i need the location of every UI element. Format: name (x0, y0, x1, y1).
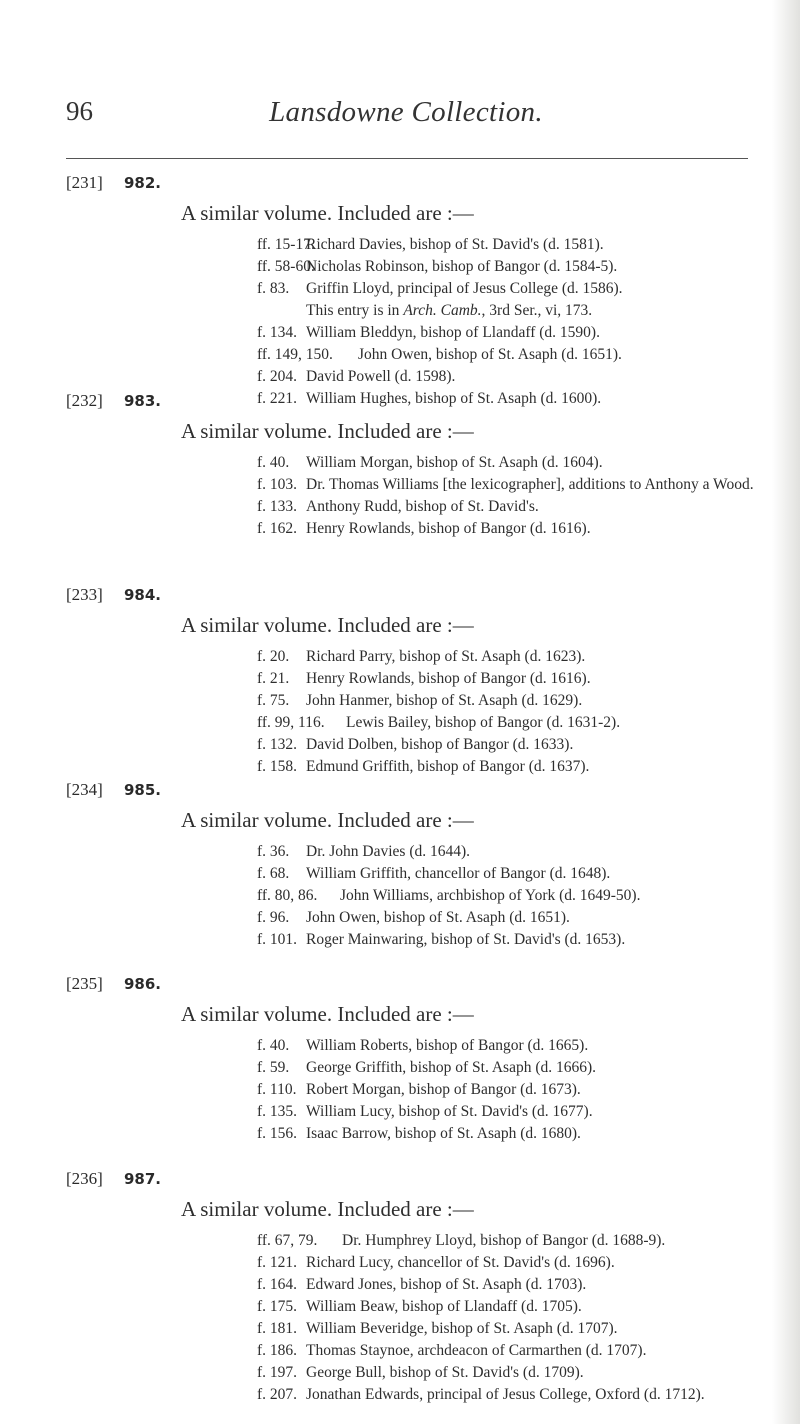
list-item (257, 234, 766, 256)
folio-ref: f. 121. (257, 1254, 298, 1271)
entry-number: 985. (124, 781, 162, 799)
page-header (66, 96, 746, 156)
list-item (257, 344, 766, 366)
folio-ref: f. 59. (257, 1059, 290, 1076)
folio-ref: f. 204. (257, 368, 298, 385)
entry-intro: A similar volume. Included are :— (181, 201, 474, 225)
entry-intro: A similar volume. Included are :— (181, 1197, 474, 1221)
folio-ref: f. 110. (257, 1081, 297, 1098)
entry-heading (66, 168, 766, 198)
entry-items (66, 1230, 766, 1406)
list-item (257, 1035, 766, 1057)
entry-number: 984. (124, 586, 162, 604)
entry-items (66, 841, 766, 951)
entry-intro: A similar volume. Included are :— (181, 419, 474, 443)
folio-ref: ff. 80, 86. (257, 887, 318, 904)
list-item (257, 452, 766, 474)
item-description: George Bull, bishop of St. David's (d. 1709). (306, 1364, 584, 1381)
list-item (257, 646, 766, 668)
folio-ref: ff. 67, 79. (257, 1232, 318, 1249)
note-citation: Arch. Camb. (403, 302, 482, 319)
item-description: George Griffith, bishop of St. Asaph (d. 1666). (306, 1059, 597, 1076)
item-description: John Williams, archbishop of York (d. 1649-50). (340, 887, 641, 904)
item-description: Dr. Thomas Williams [the lexicographer], additions to Anthony a Wood. (306, 476, 754, 493)
folio-ref: f. 158. (257, 758, 298, 775)
item-description: William Morgan, bishop of St. Asaph (d. 1604). (306, 454, 603, 471)
list-item (257, 668, 766, 690)
list-item (257, 1079, 766, 1101)
folio-ref: ff. 149, 150. (257, 346, 333, 363)
entry-bracket-number: [232] (66, 391, 103, 410)
folio-ref: f. 83. (257, 280, 290, 297)
catalogue-entry (66, 386, 766, 580)
folio-ref: f. 40. (257, 454, 290, 471)
item-description: Dr. John Davies (d. 1644). (306, 843, 471, 860)
list-item (257, 907, 766, 929)
folio-ref: f. 96. (257, 909, 290, 926)
folio-ref: f. 164. (257, 1276, 298, 1293)
list-item (257, 1362, 766, 1384)
folio-ref: f. 40. (257, 1037, 290, 1054)
entry-number: 982. (124, 174, 162, 192)
item-description: William Griffith, chancellor of Bangor (d. 1648). (306, 865, 611, 882)
entry-number: 983. (124, 392, 162, 410)
item-description: William Lucy, bishop of St. David's (d. 1677). (306, 1103, 593, 1120)
entry-heading (66, 1164, 766, 1194)
item-description: William Roberts, bishop of Bangor (d. 1665). (306, 1037, 589, 1054)
folio-ref: ff. 99, 116. (257, 714, 325, 731)
header-rule (66, 158, 748, 159)
item-description: Lewis Bailey, bishop of Bangor (d. 1631-2). (346, 714, 621, 731)
folio-ref: f. 186. (257, 1342, 298, 1359)
item-description: William Bleddyn, bishop of Llandaff (d. 1590). (306, 324, 600, 341)
folio-ref: f. 197. (257, 1364, 298, 1381)
item-description: Dr. Humphrey Lloyd, bishop of Bangor (d. 1688-9). (342, 1232, 666, 1249)
folio-ref: f. 162. (257, 520, 298, 537)
entry-items (66, 452, 766, 540)
item-description: John Owen, bishop of St. Asaph (d. 1651). (358, 346, 622, 363)
page-number: 96 (66, 96, 93, 126)
list-item (257, 1384, 766, 1406)
folio-ref: f. 221. (257, 390, 298, 407)
list-item (257, 518, 766, 540)
item-description: Nicholas Robinson, bishop of Bangor (d. 1584-5). (306, 258, 618, 275)
entry-intro: A similar volume. Included are :— (181, 1002, 474, 1026)
list-item (257, 366, 766, 388)
item-description: Isaac Barrow, bishop of St. Asaph (d. 1680). (306, 1125, 581, 1142)
item-description: Henry Rowlands, bishop of Bangor (d. 1616). (306, 520, 591, 537)
note-text: This entry is in (306, 302, 404, 319)
folio-ref: f. 103. (257, 476, 298, 493)
list-item (257, 256, 766, 278)
item-description: Roger Mainwaring, bishop of St. David's (d. 1653). (306, 931, 626, 948)
folio-ref: f. 181. (257, 1320, 298, 1337)
catalogue-entry (66, 775, 766, 969)
list-item (257, 1057, 766, 1079)
catalogue-entry (66, 1164, 766, 1406)
folio-ref: ff. 58-60. (257, 258, 315, 275)
entry-heading (66, 775, 766, 805)
list-item (257, 885, 766, 907)
item-description: Robert Morgan, bishop of Bangor (d. 1673). (306, 1081, 581, 1098)
entry-bracket-number: [231] (66, 173, 103, 192)
folio-ref: f. 36. (257, 843, 290, 860)
running-title: Lansdowne Collection. (269, 96, 543, 128)
item-description: Richard Davies, bishop of St. David's (d. 1581). (306, 236, 604, 253)
item-description: John Owen, bishop of St. Asaph (d. 1651). (306, 909, 570, 926)
folio-ref: f. 135. (257, 1103, 298, 1120)
list-item (257, 734, 766, 756)
folio-ref: f. 68. (257, 865, 290, 882)
item-description: Thomas Staynoe, archdeacon of Carmarthen (d. 1707). (306, 1342, 647, 1359)
folio-ref: f. 133. (257, 498, 298, 515)
item-description: Jonathan Edwards, principal of Jesus College, Oxford (d. 1712). (306, 1386, 705, 1403)
item-description: Richard Parry, bishop of St. Asaph (d. 1623). (306, 648, 586, 665)
folio-ref: ff. 15-17. (257, 236, 315, 253)
folio-ref: f. 21. (257, 670, 290, 687)
list-item (257, 841, 766, 863)
list-item (257, 474, 766, 496)
entry-number: 986. (124, 975, 162, 993)
entry-items (66, 646, 766, 778)
entry-bracket-number: [236] (66, 1169, 103, 1188)
entry-heading (66, 386, 766, 416)
folio-ref: f. 20. (257, 648, 290, 665)
list-item (257, 1230, 766, 1252)
entry-heading (66, 969, 766, 999)
item-description: David Dolben, bishop of Bangor (d. 1633). (306, 736, 574, 753)
list-item (257, 322, 766, 344)
list-item (257, 929, 766, 951)
folio-ref: f. 132. (257, 736, 298, 753)
folio-ref: f. 156. (257, 1125, 298, 1142)
list-item (257, 690, 766, 712)
folio-ref: f. 75. (257, 692, 290, 709)
folio-ref: f. 101. (257, 931, 298, 948)
list-item (257, 1318, 766, 1340)
entry-items (66, 234, 766, 410)
folio-ref: f. 134. (257, 324, 298, 341)
list-item (257, 1252, 766, 1274)
item-description: William Hughes, bishop of St. Asaph (d. 1600). (306, 390, 602, 407)
entry-items (66, 1035, 766, 1145)
list-item (257, 1274, 766, 1296)
item-description: William Beaw, bishop of Llandaff (d. 1705). (306, 1298, 582, 1315)
list-item (257, 1296, 766, 1318)
item-description: Henry Rowlands, bishop of Bangor (d. 1616). (306, 670, 591, 687)
item-description: Anthony Rudd, bishop of St. David's. (306, 498, 539, 515)
catalogue-entries (66, 168, 766, 1406)
folio-ref: f. 175. (257, 1298, 298, 1315)
list-item (257, 863, 766, 885)
item-description: Edward Jones, bishop of St. Asaph (d. 1703). (306, 1276, 587, 1293)
item-note (306, 300, 766, 322)
item-description: Edmund Griffith, bishop of Bangor (d. 1637). (306, 758, 590, 775)
item-description: David Powell (d. 1598). (306, 368, 456, 385)
folio-ref: f. 207. (257, 1386, 298, 1403)
catalogue-entry (66, 580, 766, 775)
entry-bracket-number: [234] (66, 780, 103, 799)
list-item (257, 712, 766, 734)
item-description: William Beveridge, bishop of St. Asaph (d. 1707). (306, 1320, 618, 1337)
list-item (257, 1123, 766, 1145)
entry-heading (66, 580, 766, 610)
catalogue-entry (66, 969, 766, 1164)
list-item (257, 1340, 766, 1362)
list-item (257, 278, 766, 322)
list-item (257, 496, 766, 518)
list-item (257, 1101, 766, 1123)
entry-bracket-number: [235] (66, 974, 103, 993)
item-description: John Hanmer, bishop of St. Asaph (d. 1629). (306, 692, 583, 709)
item-description: Richard Lucy, chancellor of St. David's (d. 1696). (306, 1254, 615, 1271)
entry-number: 987. (124, 1170, 162, 1188)
item-description: Griffin Lloyd, principal of Jesus College (d. 1586). (306, 280, 623, 297)
entry-intro: A similar volume. Included are :— (181, 613, 474, 637)
entry-intro: A similar volume. Included are :— (181, 808, 474, 832)
entry-bracket-number: [233] (66, 585, 103, 604)
page-edge-shadow (772, 0, 800, 1424)
note-text-end: , 3rd Ser., vi, 173. (481, 302, 593, 319)
